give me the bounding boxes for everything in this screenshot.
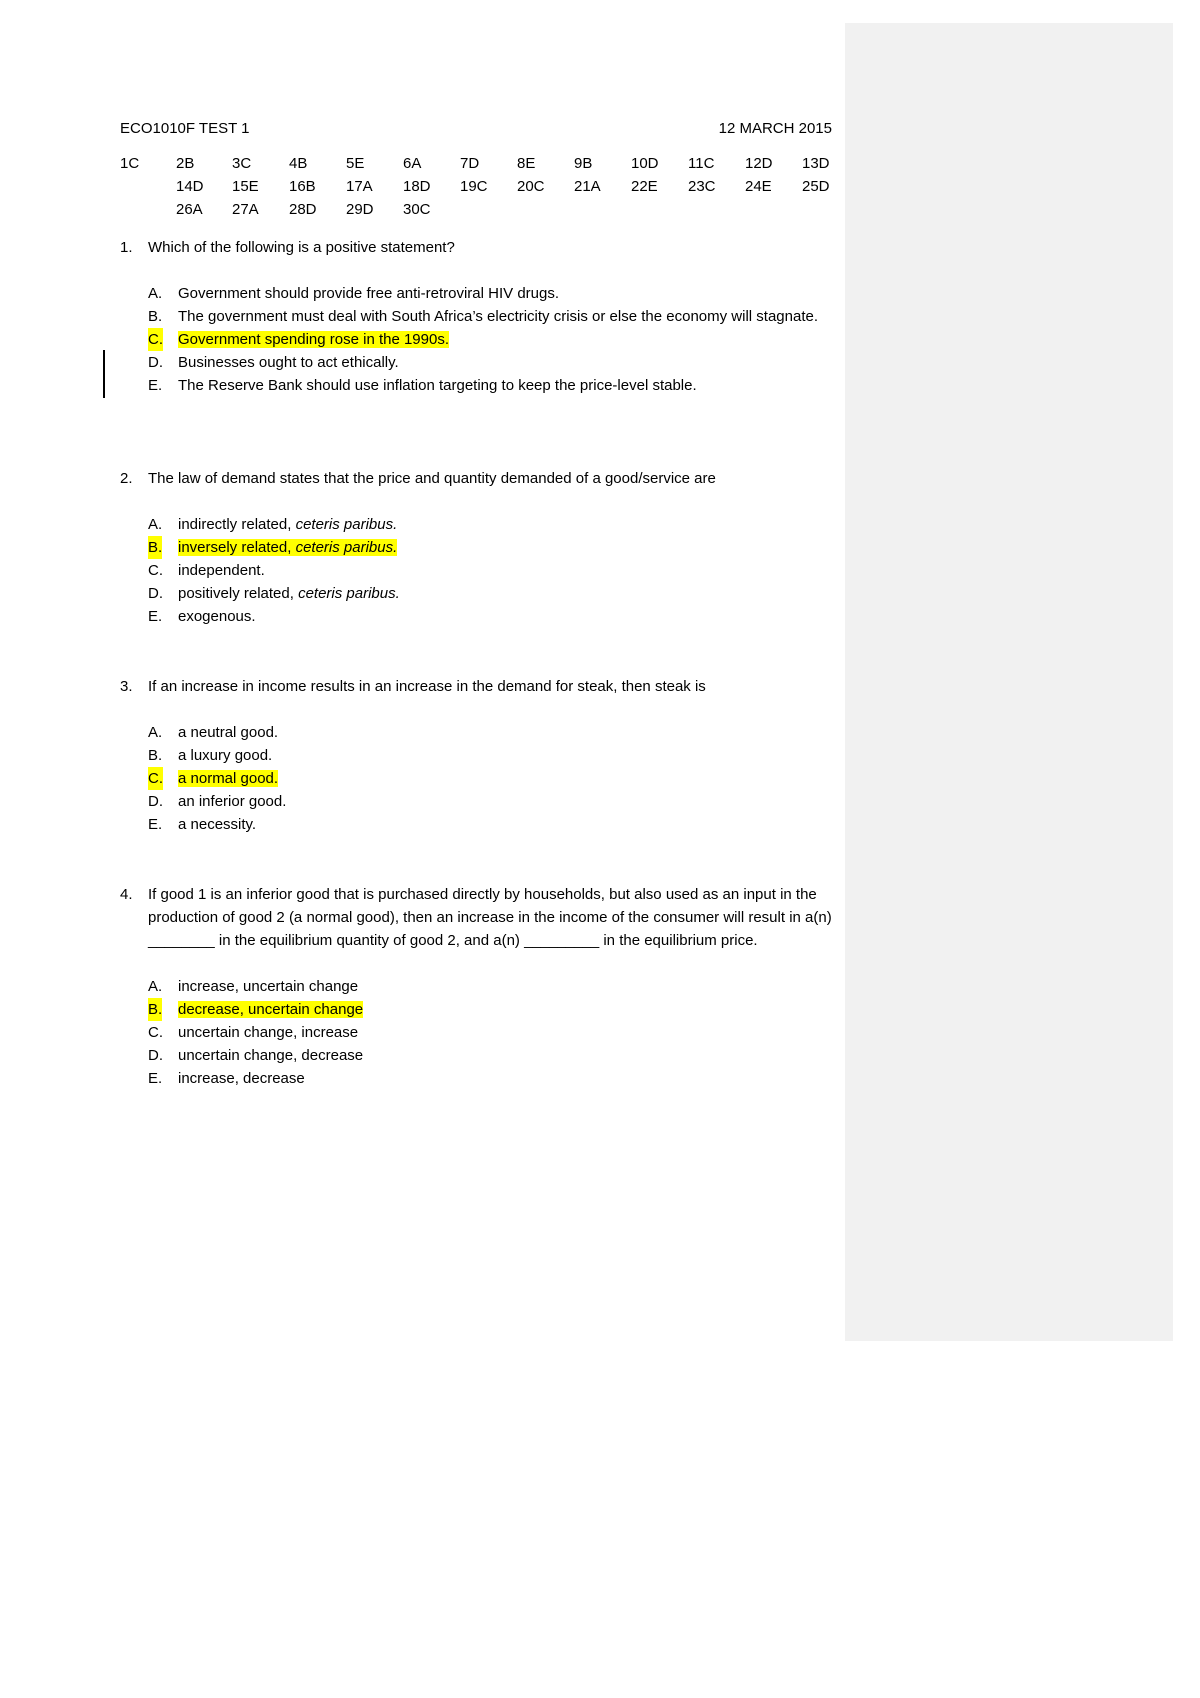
option-text: Government spending rose in the 1990s. (178, 331, 450, 348)
option-text: uncertain change, decrease (178, 1047, 364, 1064)
option-letter: A. (148, 516, 163, 533)
option-letter: B. (148, 998, 162, 1021)
answer-key-entry: 22E (631, 178, 658, 195)
question-number: 1. (120, 239, 133, 256)
option-c-highlighted (120, 767, 840, 790)
answer-key-entry: 20C (517, 178, 545, 195)
course-test-title: ECO1010F TEST 1 (120, 120, 250, 137)
answer-key-entry: 15E (232, 178, 259, 195)
option-list (120, 975, 840, 1090)
question-number: 4. (120, 886, 133, 903)
answer-key-entry: 13D (802, 155, 830, 172)
option-text: Businesses ought to act ethically. (178, 354, 399, 371)
option-text: a luxury good. (178, 747, 273, 764)
option-text: a neutral good. (178, 724, 279, 741)
option-list (120, 513, 840, 628)
question-text: If good 1 is an inferior good that is purchased directly by households, but also used as an input in the production of good 2 (a normal good), then an increase in the income of the consumer will result in a(n) ________ in the equilibrium quantity of good 2, and a(n) _________ in the equilibrium price. (148, 886, 832, 949)
option-text: The government must deal with South Africa’s electricity crisis or else the economy will stagnate. (178, 308, 819, 325)
option-letter: A. (148, 978, 163, 995)
option-text: independent. (178, 562, 265, 579)
answer-key-entry: 14D (176, 178, 204, 195)
option-d (120, 582, 840, 605)
answer-key-entry: 25D (802, 178, 830, 195)
option-text: exogenous. (178, 608, 256, 625)
option-d (120, 1044, 840, 1067)
option-letter: E. (148, 608, 163, 625)
option-text: increase, uncertain change (178, 978, 359, 995)
option-text: a necessity. (178, 816, 257, 833)
option-text: positively related, ceteris paribus. (178, 585, 400, 602)
option-letter: C. (148, 328, 163, 351)
option-list (120, 721, 840, 836)
option-letter: C. (148, 562, 163, 579)
question-text: Which of the following is a positive statement? (148, 239, 455, 256)
question-number: 3. (120, 678, 133, 695)
answer-key-entry: 6A (403, 155, 422, 172)
option-letter: B. (148, 747, 163, 764)
answer-key-entry: 5E (346, 155, 365, 172)
answer-key-entry: 8E (517, 155, 536, 172)
answer-key-entry: 29D (346, 201, 374, 218)
option-letter: C. (148, 767, 163, 790)
option-letter: E. (148, 1070, 163, 1087)
answer-key-entry: 7D (460, 155, 480, 172)
option-b-highlighted (120, 536, 840, 559)
answer-key-entry: 30C (403, 201, 431, 218)
option-b-highlighted (120, 998, 840, 1021)
question-stem (120, 675, 840, 698)
option-letter: B. (148, 536, 162, 559)
option-letter: D. (148, 1047, 163, 1064)
option-text: uncertain change, increase (178, 1024, 359, 1041)
option-letter: B. (148, 308, 163, 325)
option-b (120, 305, 840, 328)
answer-key-entry: 2B (176, 155, 195, 172)
answer-key-entry: 3C (232, 155, 252, 172)
option-letter: E. (148, 377, 163, 394)
question-4 (120, 883, 840, 1090)
option-text: indirectly related, ceteris paribus. (178, 516, 398, 533)
answer-key-entry: 19C (460, 178, 488, 195)
question-1 (120, 236, 840, 397)
option-b (120, 744, 840, 767)
option-text: The Reserve Bank should use inflation targeting to keep the price-level stable. (178, 377, 697, 394)
option-c-highlighted (120, 328, 840, 351)
answer-key-entry: 17A (346, 178, 373, 195)
answer-key-entry: 4B (289, 155, 308, 172)
option-c (120, 1021, 840, 1044)
answer-key-entry: 16B (289, 178, 316, 195)
option-e (120, 813, 840, 836)
option-text: an inferior good. (178, 793, 287, 810)
option-text: decrease, uncertain change (178, 1001, 364, 1018)
answer-key-entry: 26A (176, 201, 203, 218)
answer-key-entry: 11C (688, 155, 715, 172)
answer-key-entry: 28D (289, 201, 317, 218)
option-letter: A. (148, 724, 163, 741)
answer-key-entry: 27A (232, 201, 259, 218)
question-stem (120, 236, 840, 259)
test-date: 12 MARCH 2015 (718, 120, 832, 137)
answer-key-entry: 21A (574, 178, 601, 195)
option-text: a normal good. (178, 770, 279, 787)
option-text: inversely related, ceteris paribus. (178, 539, 398, 556)
answer-key-entry: 10D (631, 155, 659, 172)
option-list (120, 282, 840, 397)
change-bar (103, 350, 105, 398)
option-text: increase, decrease (178, 1070, 305, 1087)
answer-key-entry: 24E (745, 178, 772, 195)
option-e (120, 1067, 840, 1090)
answer-key-entry: 1C (120, 155, 140, 172)
option-e (120, 605, 840, 628)
question-stem (120, 883, 840, 952)
option-d (120, 351, 840, 374)
option-e (120, 374, 840, 397)
answer-key-entry: 23C (688, 178, 716, 195)
option-text: Government should provide free anti-retroviral HIV drugs. (178, 285, 560, 302)
question-3 (120, 675, 840, 836)
question-text: The law of demand states that the price and quantity demanded of a good/service are (148, 470, 716, 487)
option-letter: A. (148, 285, 163, 302)
comment-pane (845, 23, 1173, 1341)
question-number: 2. (120, 470, 133, 487)
option-d (120, 790, 840, 813)
option-c (120, 559, 840, 582)
option-a (120, 282, 840, 305)
option-a (120, 975, 840, 998)
option-a (120, 721, 840, 744)
option-letter: C. (148, 1024, 163, 1041)
answer-key-entry: 18D (403, 178, 431, 195)
question-stem (120, 467, 840, 490)
answer-key-entry: 12D (745, 155, 773, 172)
option-letter: E. (148, 816, 163, 833)
option-letter: D. (148, 354, 163, 371)
question-text: If an increase in income results in an increase in the demand for steak, then steak is (148, 678, 706, 695)
option-letter: D. (148, 585, 163, 602)
question-2 (120, 467, 840, 628)
answer-key-entry: 9B (574, 155, 593, 172)
option-a (120, 513, 840, 536)
option-letter: D. (148, 793, 163, 810)
